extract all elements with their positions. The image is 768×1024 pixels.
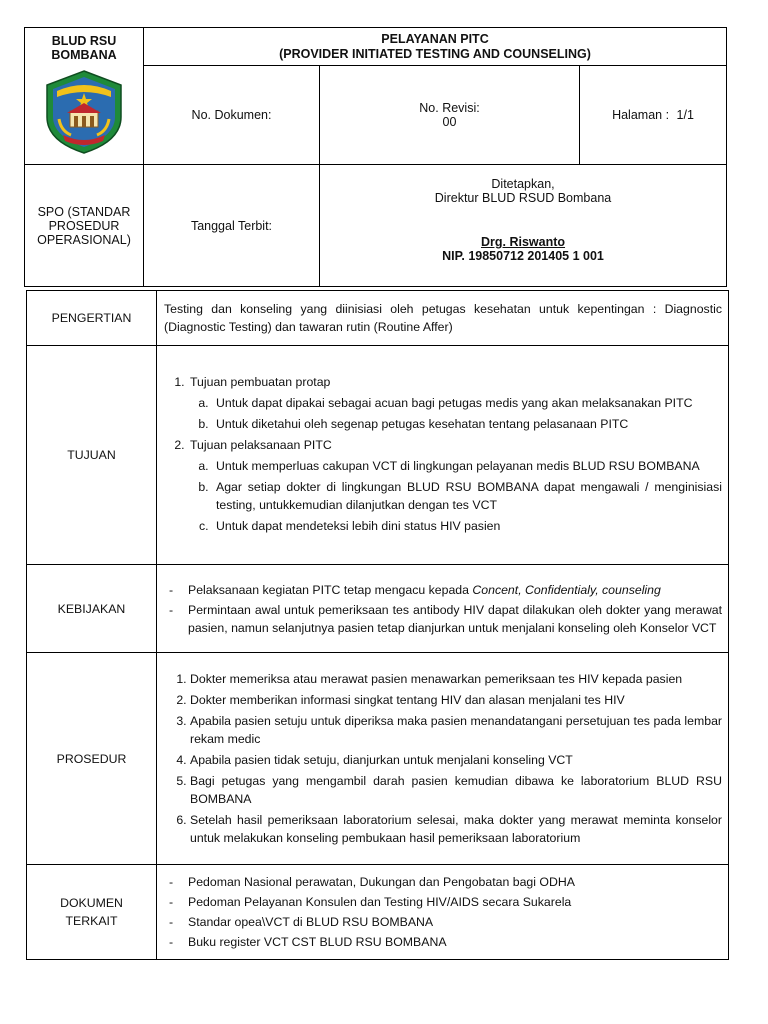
signer-name: Drg. Riswanto bbox=[480, 235, 566, 249]
list-item bbox=[188, 373, 722, 433]
document-title: PELAYANAN PITC bbox=[381, 31, 489, 46]
document-title-cell bbox=[144, 28, 727, 66]
list-item bbox=[163, 581, 722, 599]
prosedur-list bbox=[164, 670, 722, 847]
table-row bbox=[27, 865, 729, 960]
pengertian-label: PENGERTIAN bbox=[27, 291, 157, 346]
list-item: a. Untuk memperluas cakupan VCT di lingkungan pelayanan medis BLUD RSU BOMBANA bbox=[212, 457, 722, 475]
tanggal-terbit-cell bbox=[144, 165, 320, 287]
kebijakan-content bbox=[157, 565, 729, 653]
dokumen-terkait-label: DOKUMEN TERKAIT bbox=[27, 865, 157, 960]
no-revisi-cell bbox=[320, 66, 580, 165]
halaman-value: 1/1 bbox=[676, 108, 694, 122]
list-item: - Standar opea\VCT di BLUD RSU BOMBANA bbox=[163, 913, 722, 931]
bombana-emblem-icon bbox=[43, 69, 125, 155]
table-row bbox=[27, 346, 729, 565]
ditetapkan-text: Ditetapkan, bbox=[491, 177, 555, 191]
list-item: b. Agar setiap dokter di lingkungan BLUD RSU BOMBANA dapat mengawali / menginisiasi testing, untukkemudian dilanjutkan dengan tes VCT bbox=[212, 478, 722, 514]
tujuan-sublist-2 bbox=[190, 457, 722, 535]
list-item: 4. Apabila pasien tidak setuju, dianjurkan untuk menjalani konseling VCT bbox=[190, 751, 722, 769]
list-item: c. Untuk dapat mendeteksi lebih dini status HIV pasien bbox=[212, 517, 722, 535]
list-item: - Pedoman Pelayanan Konsulen dan Testing HIV/AIDS secara Sukarela bbox=[163, 893, 722, 911]
list-item: - Buku register VCT CST BLUD RSU BOMBANA bbox=[163, 933, 722, 951]
dokumen-terkait-content bbox=[157, 865, 729, 960]
list-item: - Pedoman Nasional perawatan, Dukungan dan Pengobatan bagi ODHA bbox=[163, 873, 722, 891]
list-item: 6. Setelah hasil pemeriksaan laboratorium selesai, maka dokter yang merawat meminta konselor untuk melakukan konseling pembukaan hasil pemeriksaan laboratorium bbox=[190, 811, 722, 847]
list-item: 2. Dokter memberikan informasi singkat tentang HIV dan alasan menjalani tes HIV bbox=[190, 691, 722, 709]
list-item: 3. Apabila pasien setuju untuk diperiksa maka pasien menandatangani persetujuan tes pada lembar rekam medic bbox=[190, 712, 722, 748]
prosedur-content bbox=[157, 653, 729, 865]
document-subtitle: (PROVIDER INITIATED TESTING AND COUNSELING) bbox=[279, 46, 591, 61]
list-item: 5. Bagi petugas yang mengambil darah pasien kemudian dibawa ke laboratorium BLUD RSU BOMBANA bbox=[190, 772, 722, 808]
table-row bbox=[27, 565, 729, 653]
org-cell bbox=[25, 28, 144, 165]
tujuan-list bbox=[164, 373, 722, 535]
procedure-table bbox=[26, 290, 729, 960]
spo-cell bbox=[25, 165, 144, 287]
halaman-label: Halaman : bbox=[612, 108, 670, 122]
no-dokumen-cell bbox=[144, 66, 320, 165]
pengertian-text: Testing dan konseling yang diinisiasi oleh petugas kesehatan untuk kepentingan : Diagnostic (Diagnostic Testing) dan tawaran rutin (Routine Affer) bbox=[157, 291, 729, 346]
tujuan-content bbox=[157, 346, 729, 565]
table-row bbox=[27, 653, 729, 865]
tujuan-item-1: Tujuan pembuatan protap bbox=[190, 374, 331, 389]
spo-label: SPO (STANDAR PROSEDUR OPERASIONAL) bbox=[37, 204, 131, 247]
direktur-text: Direktur BLUD RSUD Bombana bbox=[434, 191, 612, 205]
document-header bbox=[24, 27, 727, 287]
prosedur-label: PROSEDUR bbox=[27, 653, 157, 865]
org-name: BLUD RSU BOMBANA bbox=[51, 34, 117, 62]
list-item bbox=[188, 436, 722, 535]
no-dokumen-label: No. Dokumen: bbox=[191, 108, 272, 122]
tujuan-item-2: Tujuan pelaksanaan PITC bbox=[190, 437, 332, 452]
tanggal-terbit-label: Tanggal Terbit: bbox=[190, 218, 273, 233]
kebijakan-label: KEBIJAKAN bbox=[27, 565, 157, 653]
dokumen-list bbox=[163, 873, 722, 951]
kebijakan-list bbox=[163, 581, 722, 637]
list-item: a. Untuk dapat dipakai sebagai acuan bagi petugas medis yang akan melaksanakan PITC bbox=[212, 394, 722, 412]
kebijakan-item-1-text: Pelaksanaan kegiatan PITC tetap mengacu kepada bbox=[188, 582, 473, 597]
signature-cell bbox=[320, 165, 727, 287]
halaman-cell bbox=[580, 66, 727, 165]
list-item: - Permintaan awal untuk pemeriksaan tes antibody HIV dapat dilakukan oleh dokter yang merawat pasien, namun selanjutnya pasien tetap dianjurkan untuk menjalani konseling oleh Konselor VCT bbox=[163, 601, 722, 637]
list-item: b. Untuk diketahui oleh segenap petugas kesehatan tentang pelasanaan PITC bbox=[212, 415, 722, 433]
list-item: 1. Dokter memeriksa atau merawat pasien menawarkan pemeriksaan tes HIV kepada pasien bbox=[190, 670, 722, 688]
signer-nip: NIP. 19850712 201405 1 001 bbox=[442, 249, 604, 263]
tujuan-label: TUJUAN bbox=[27, 346, 157, 565]
tujuan-sublist-1 bbox=[190, 394, 722, 433]
no-revisi-label: No. Revisi: bbox=[419, 101, 480, 115]
kebijakan-item-1-italic: Concent, Confidentialy, counseling bbox=[472, 582, 661, 597]
no-revisi-value: 00 bbox=[442, 115, 457, 129]
table-row bbox=[27, 291, 729, 346]
